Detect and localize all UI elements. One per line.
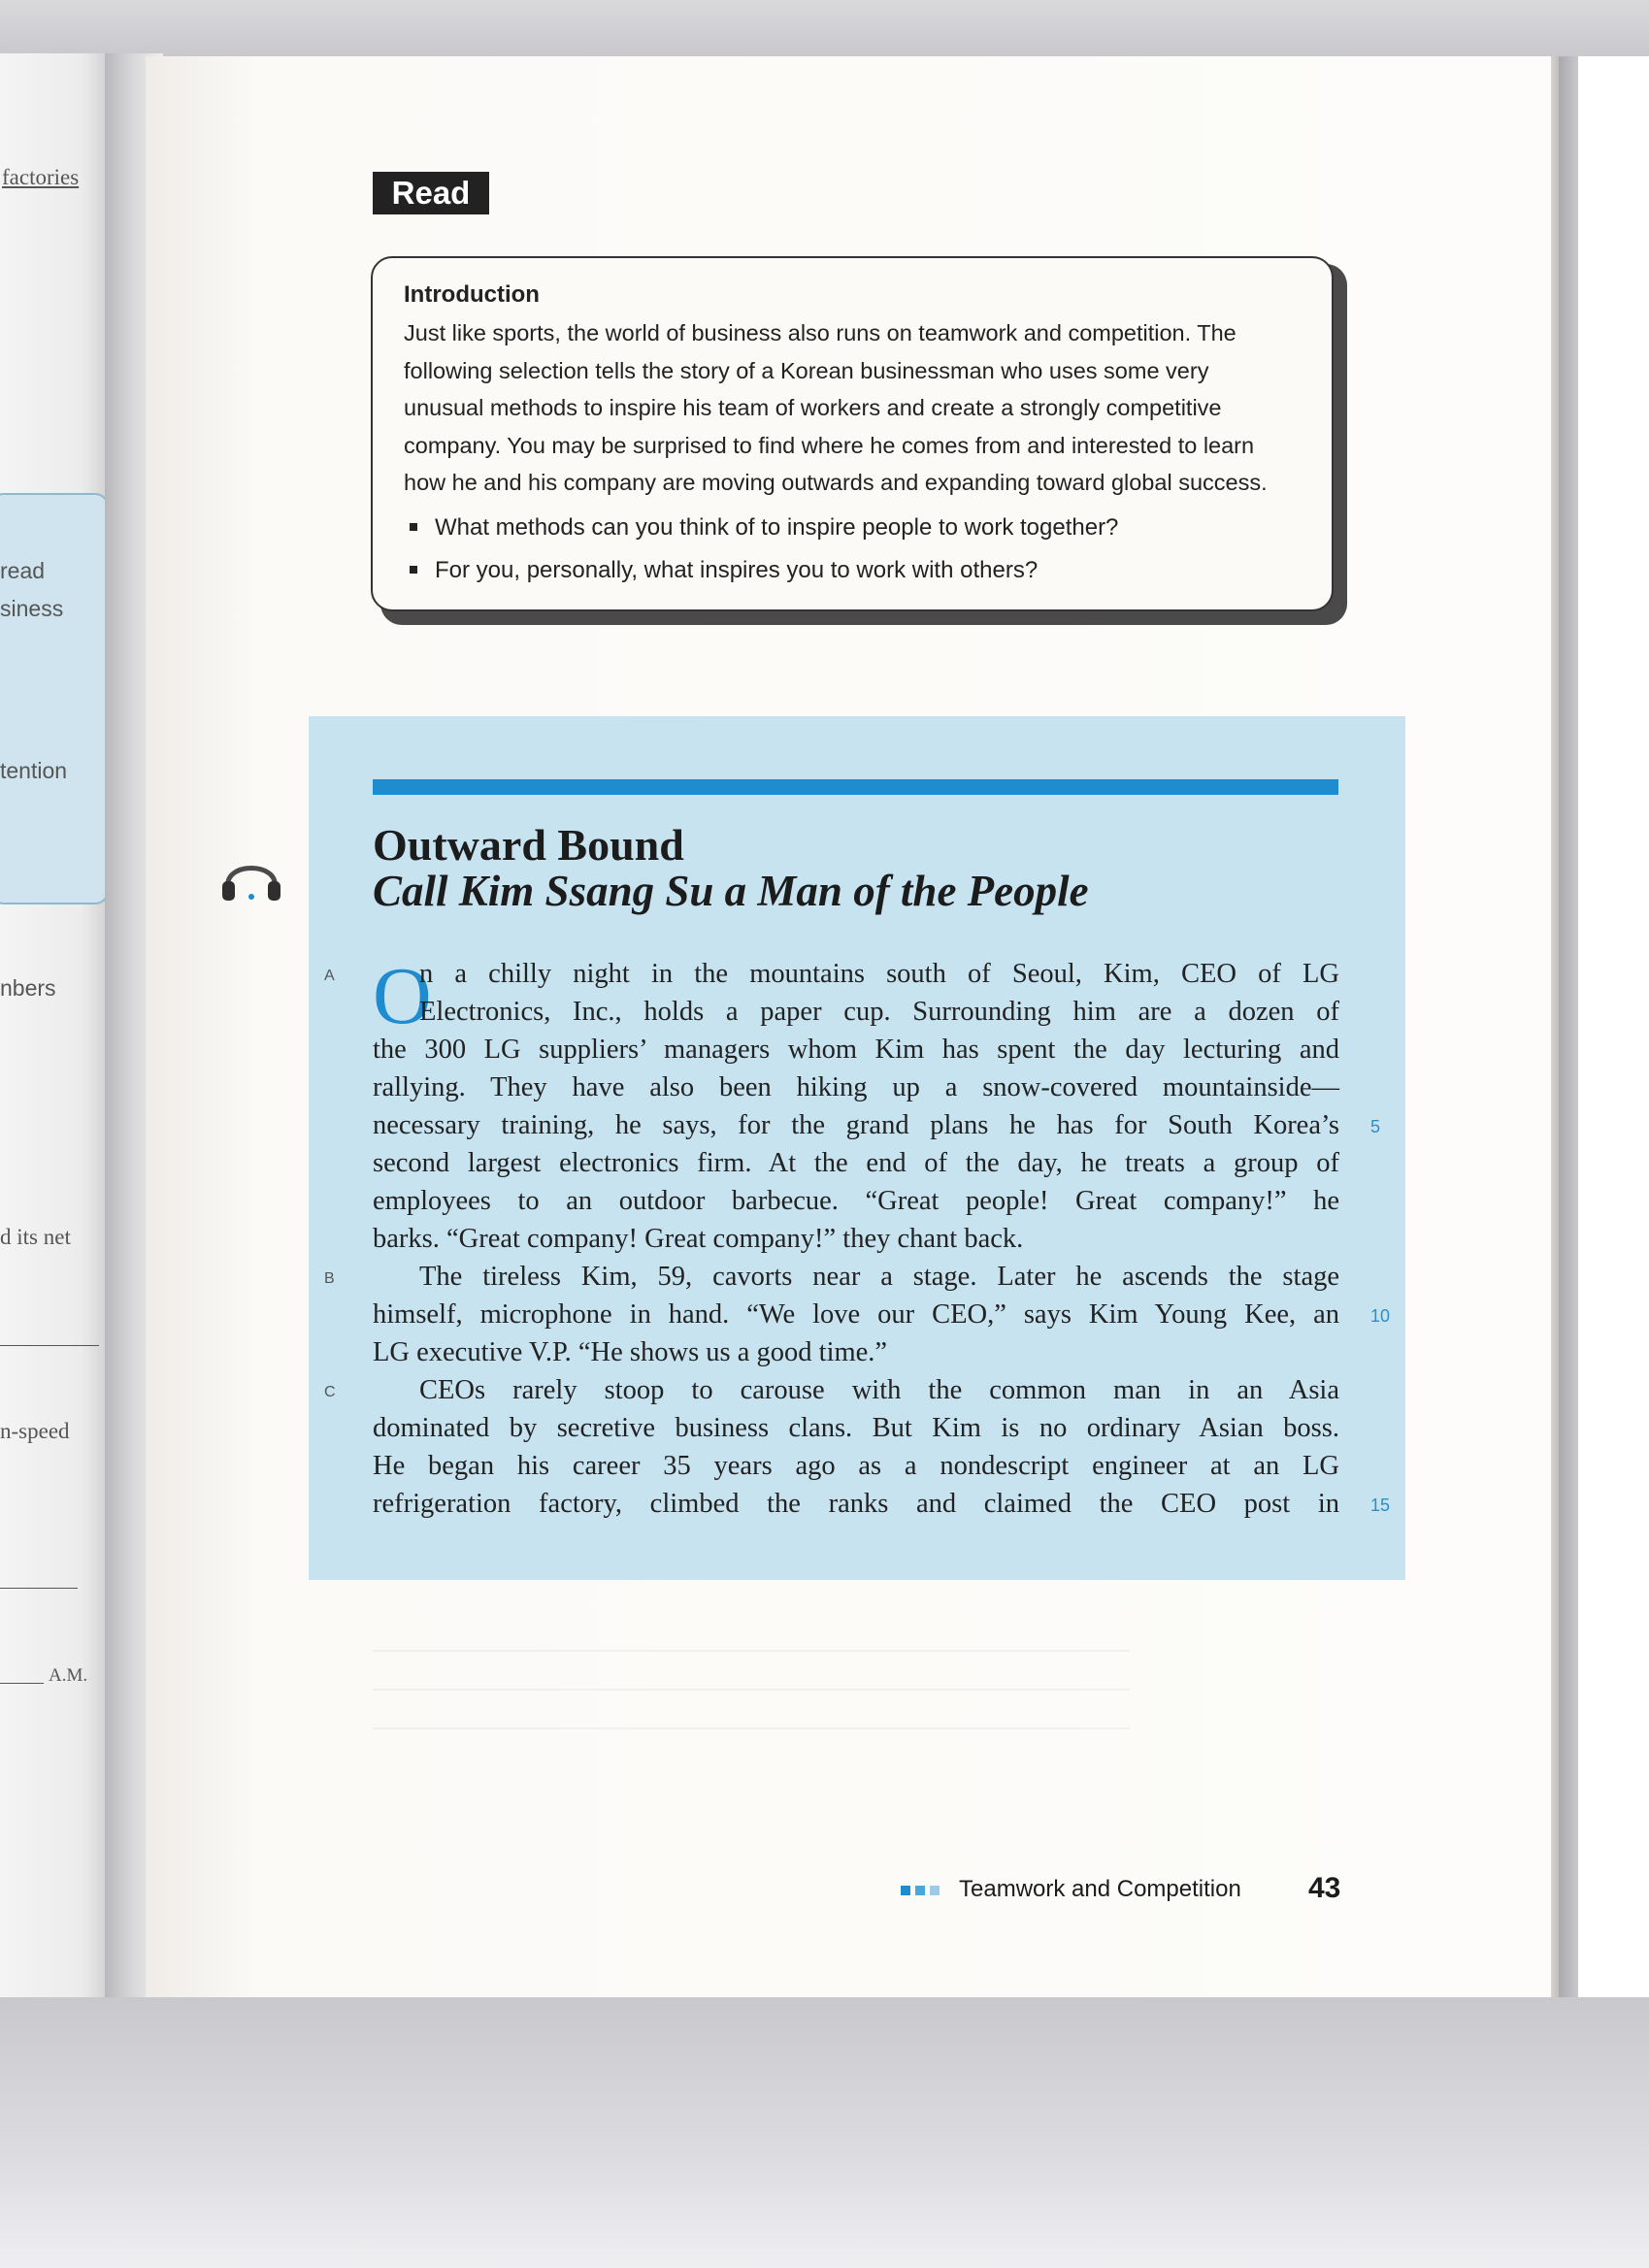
- paragraph-letter: C: [324, 1384, 336, 1400]
- accent-bar: [373, 779, 1338, 795]
- left-fragment: tention: [0, 758, 68, 783]
- article-line: himself, microphone in hand. “We love our CEO,” says Kim Young Kee, an: [373, 1299, 1339, 1330]
- scanner-background-top: [0, 0, 1649, 56]
- article-line: rallying. They have also been hiking up a snow-covered mountainside—: [373, 1072, 1339, 1102]
- line-number: 15: [1370, 1496, 1391, 1515]
- article-line: second largest electronics firm. At the end of the day, he treats a group of: [373, 1148, 1339, 1178]
- footer-square-icon: [901, 1886, 910, 1895]
- article-line: refrigeration factory, climbed the ranks and claimed the CEO post in: [373, 1489, 1339, 1519]
- article-title: Outward Bound: [373, 820, 684, 870]
- left-fragment: nbers: [0, 975, 56, 1001]
- page-shadow: [1559, 56, 1578, 1997]
- drop-cap: O: [373, 951, 432, 1041]
- left-rule: [0, 1345, 99, 1346]
- introduction-line: company. You may be surprised to find where he comes from and interested to learn: [404, 432, 1255, 458]
- left-fragment: A.M.: [49, 1665, 88, 1686]
- introduction-line: unusual methods to inspire his team of workers and create a strongly competitive: [404, 395, 1222, 420]
- footer-square-icon: [915, 1886, 925, 1895]
- introduction-box: [371, 256, 1334, 611]
- introduction-line: Just like sports, the world of business also runs on teamwork and competition. The: [404, 320, 1237, 345]
- article-subtitle: Call Kim Ssang Su a Man of the People: [373, 867, 1089, 915]
- show-through: [373, 1650, 1130, 1652]
- left-fragment: read: [0, 558, 46, 583]
- article-line: He began his career 35 years ago as a nondescript engineer at an LG: [373, 1451, 1339, 1481]
- article-line: necessary training, he says, for the grand plans he has for South Korea’s: [373, 1110, 1339, 1140]
- left-rule: [0, 1683, 44, 1684]
- article-line: barks. “Great company! Great company!” they chant back.: [373, 1224, 1024, 1254]
- square-bullet-icon: [410, 523, 417, 531]
- left-fragment: siness: [0, 596, 64, 621]
- question-item: [410, 549, 1118, 592]
- show-through: [373, 1689, 1130, 1691]
- question-item: [410, 507, 1118, 549]
- section-label: Read: [373, 172, 489, 214]
- left-rule: [0, 1588, 78, 1589]
- article-line: dominated by secretive business clans. But Kim is no ordinary Asian boss.: [373, 1413, 1339, 1443]
- introduction-title: Introduction: [404, 281, 540, 308]
- question-list: [410, 507, 1118, 592]
- article-line: employees to an outdoor barbecue. “Great people! Great company!” he: [373, 1186, 1339, 1216]
- line-number: 10: [1370, 1306, 1391, 1326]
- article-line: n a chilly night in the mountains south of Seoul, Kim, CEO of LG: [419, 959, 1339, 989]
- left-fragment: n-speed: [0, 1419, 70, 1443]
- introduction-text: [404, 314, 1306, 502]
- introduction-line: how he and his company are moving outwards and expanding toward global success.: [404, 470, 1268, 495]
- article-line: the 300 LG suppliers’ managers whom Kim has spent the day lecturing and: [373, 1035, 1339, 1065]
- show-through: [373, 1727, 1130, 1729]
- footer-square-icon: [930, 1886, 940, 1895]
- article-line: Electronics, Inc., holds a paper cup. Surrounding him are a dozen of: [419, 997, 1339, 1027]
- footer-section-title: Teamwork and Competition: [959, 1876, 1241, 1902]
- question-text: What methods can you think of to inspire people to work together?: [435, 514, 1119, 541]
- paragraph-letter: B: [324, 1270, 335, 1287]
- left-page: [0, 53, 116, 1999]
- left-fragment: d its net: [0, 1225, 71, 1249]
- article-line: CEOs rarely stoop to carouse with the common man in an Asia: [419, 1375, 1339, 1405]
- line-number: 5: [1370, 1117, 1381, 1136]
- left-fragment: factories: [2, 165, 80, 189]
- article-line: The tireless Kim, 59, cavorts near a stage. Later he ascends the stage: [419, 1262, 1339, 1292]
- paragraph-letter: A: [324, 968, 335, 984]
- article-line: LG executive V.P. “He shows us a good time.”: [373, 1337, 888, 1367]
- headphones-icon: [218, 848, 284, 906]
- scanner-background-bottom: [0, 1997, 1649, 2268]
- left-page-blue-box: [0, 493, 109, 904]
- page-number: 43: [1308, 1872, 1341, 1904]
- square-bullet-icon: [410, 566, 417, 574]
- introduction-line: following selection tells the story of a Korean businessman who uses some very: [404, 357, 1209, 383]
- question-text: For you, personally, what inspires you to work with others?: [435, 557, 1039, 583]
